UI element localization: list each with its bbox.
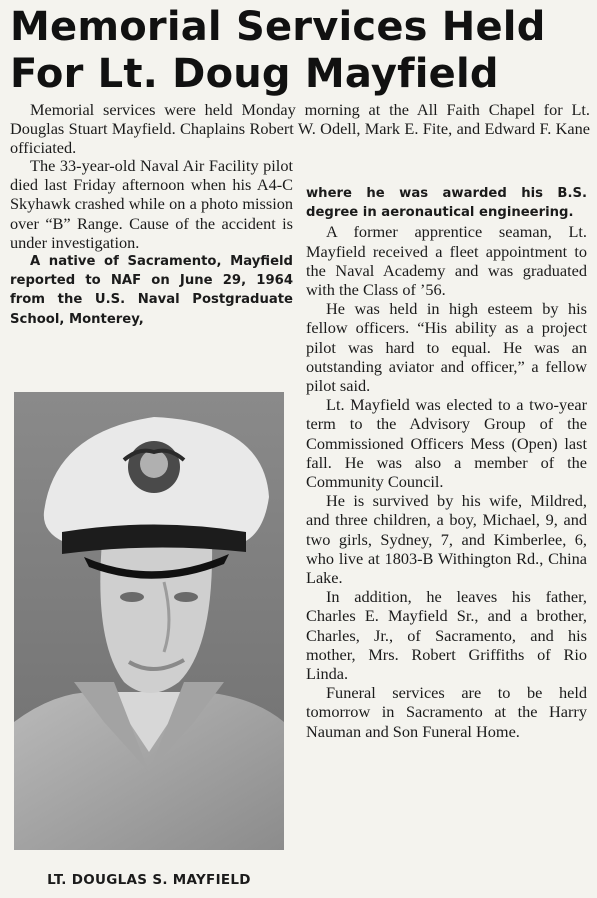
column2-paragraph-6: Funeral services are to be held tomorrow in Sacramento at the Harry Nauman and Son Funeral Home. xyxy=(306,683,587,741)
column2-paragraph-4: He is survived by his wife, Mildred, and three children, a boy, Michael, 9, and two girls, Sydney, 7, and Kimberlee, 6, who live at 1803-B Withington Rd., China Lake. xyxy=(306,491,587,588)
column-1 xyxy=(10,156,293,329)
photo-caption: LT. DOUGLAS S. MAYFIELD xyxy=(47,872,251,888)
portrait-illustration xyxy=(14,392,284,850)
column1-paragraph-1: The 33-year-old Naval Air Facility pilot died last Friday afternoon when his A4-C Skyhawk crashed while on a photo mission over “B” Range. Cause of the accident is under investigation. xyxy=(10,156,293,252)
column2-paragraph-5: In addition, he leaves his father, Charles E. Mayfield Sr., and a brother, Charles, Jr., of Sacramento, and his mother, Mrs. Robert Griffiths of Rio Linda. xyxy=(306,587,587,684)
column1-paragraph-2: A native of Sacramento, Mayfield reported to NAF on June 29, 1964 from the U.S. Naval Postgraduate School, Monterey, xyxy=(10,254,293,327)
column2-paragraph-2: He was held in high esteem by his fellow officers. “His ability as a project pilot was hard to equal. He was an outstanding aviator and officer,” a fellow pilot said. xyxy=(306,299,587,396)
column-2 xyxy=(306,184,587,741)
lead-paragraph: Memorial services were held Monday morning at the All Faith Chapel for Lt. Douglas Stuart Mayfield. Chaplains Robert W. Odell, Mark E. Fite, and Edward F. Kane officiated. xyxy=(10,100,590,158)
column2-paragraph-3: Lt. Mayfield was elected to a two-year term to the Advisory Group of the Commissioned Officers Mess (Open) last fall. He was also a member of the Community Council. xyxy=(306,395,587,492)
headline-line-2: For Lt. Doug Mayfield xyxy=(10,51,499,97)
column2-paragraph-1: A former apprentice seaman, Lt. Mayfield received a fleet appointment to the Naval Academy and was graduated with the Class of ’56. xyxy=(306,222,587,300)
headline xyxy=(10,4,590,98)
headline-line-1: Memorial Services Held xyxy=(10,4,546,50)
portrait-photo xyxy=(14,392,284,850)
column2-continuation: where he was awarded his B.S. degree in aeronautical engineering. xyxy=(306,186,587,221)
